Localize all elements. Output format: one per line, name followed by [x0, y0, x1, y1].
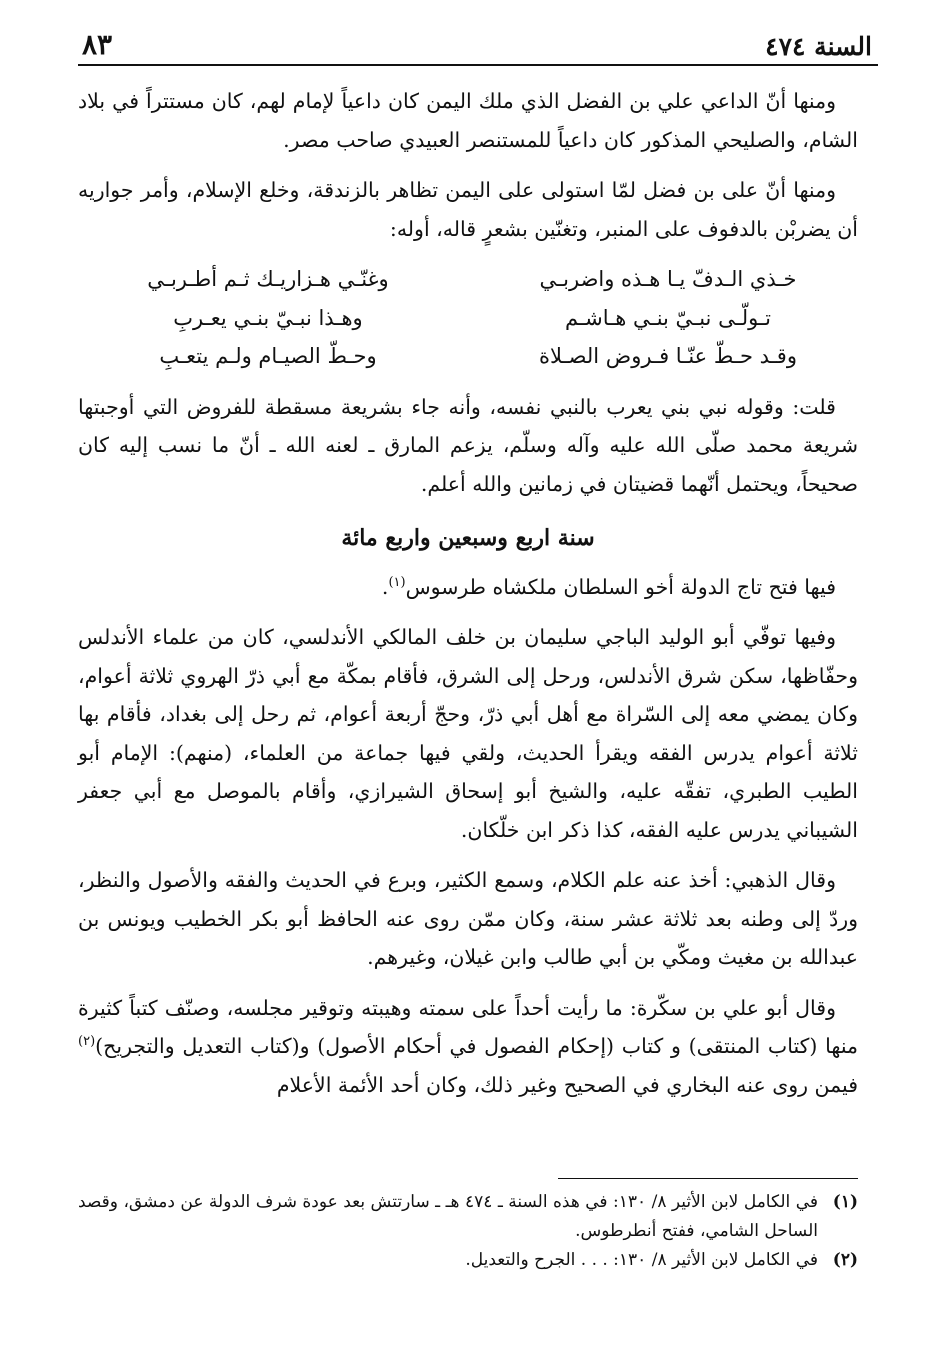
verse-second-hemistich: وغنّـي هـزاريـك ثـم أطـربـي [147, 267, 389, 291]
footnote [78, 1188, 858, 1246]
paragraph-text: فيها فتح تاج الدولة أخو السلطان ملكشاه طرسوس [405, 574, 836, 599]
verse-second-hemistich: وحـطّ الصيـام ولـم يتعـبِ [159, 344, 377, 368]
footnote-reference: (٢) [78, 1034, 96, 1050]
paragraph [78, 989, 858, 1105]
paragraph [78, 568, 858, 607]
paragraph-tail: فيمن روى عنه البخاري في الصحيح وغير ذلك، وكان أحد الأئمة الأعلام [276, 1072, 858, 1097]
poem [98, 260, 838, 376]
page-header [78, 28, 878, 66]
paragraph-tail: . [381, 574, 389, 599]
paragraph: وقال الذهبي: أخذ عنه علم الكلام، وسمع الكثير، وبرع في الحديث والفقه والأصول والنظر، وردّ إلى وطنه بعد ثلاثة عشر سنة، وكان ممّن روى عنه الحافظ أبو بكر الخطيب ويونس بن عبدالله بن مغيث ومكّي بن أبي طالب وابن غيلان، وغيرهم. [78, 868, 858, 969]
footnotes [78, 1188, 858, 1275]
poem-verse [98, 337, 838, 376]
poem-verse [98, 299, 838, 338]
verse-second-hemistich: وهـذا نبـيّ بنـي يعـربِ [173, 305, 363, 330]
verse-first-hemistich: وقـد حـطّ عنّـا فـروض الصـلاة [539, 344, 797, 368]
footnote-text: في الكامل لابن الأثير ٨/ ١٣٠: . . . الجرح والتعديل. [465, 1250, 818, 1270]
verse-first-hemistich: خـذي الـدفّ يـا هـذه واضربـي [539, 267, 797, 291]
section-heading: سنة اربع وسبعين واربع مائة [341, 525, 595, 551]
footnote-reference: (١) [388, 574, 406, 590]
commentary-paragraph: قلت: وقوله نبي بني يعرب بالنبي نفسه، وأنه جاء بشريعة مسقطة للفروض التي أوجبتها شريعة محمد صلّى الله عليه وآله وسلّم، يزعم المارق ـ لعنه الله ـ أنّ ما نسب إليه كان صحيحاً، ويحتمل أنّهما قضيتان في زمانين والله أعلم. [78, 394, 858, 496]
paragraph-text: وقال أبو علي بن سكّرة: ما رأيت أحداً على سمته وهيبته وتوقير مجلسه، وصنّف كتباً كثيرة منها (كتاب المنتقى) و كتاب (إحكام الفصول في أحكام الأصول) و(كتاب التعديل والتجريح) [78, 995, 858, 1058]
paragraph: ومنها أنّ الداعي علي بن الفضل الذي ملك اليمن كان داعياً لإمام لهم، كان مستتراً في بلاد الشام، والصليحي المذكور كان داعياً للمستنصر العبيدي صاحب مصر. [78, 89, 858, 152]
running-head: السنة ٤٧٤ [765, 32, 872, 61]
footnote [78, 1246, 858, 1275]
main-text [78, 82, 858, 1116]
paragraph: وفيها توفّي أبو الوليد الباجي سليمان بن خلف المالكي الأندلسي، كان من علماء الأندلس وحفّاظها، سكن شرق الأندلس، ورحل إلى الشرق، فأقام بمكّة مع أبي ذرّ الهروي ثلاثة أعوام، وكان يمضي معه إلى السّراة مع أهل أبي ذرّ، وحجّ أربعة أعوام، ثم رحل إلى بغداد، فأقام بها ثلاثة أعوام يدرس الفقه ويقرأ الحديث، ولقي فيها جماعة من العلماء، (منهم): الإمام أبو الطيب الطبري، تفقّه عليه، والشيخ أبو إسحاق الشيرازي، وأقام بالموصل مع أبي جعفر الشيباني يدرس عليه الفقه، كذا ذكر ابن خلّكان. [78, 625, 858, 842]
footnote-number: (٢) [832, 1250, 858, 1270]
paragraph: ومنها أنّ على بن فضل لمّا استولى على اليمن تظاهر بالزندقة، وخلع الإسلام، وأمر جواريه أن يضربْن بالدفوف على المنبر، وتغنّين بشعرٍ قاله، أوله: [78, 178, 858, 241]
footnote-number: (١) [832, 1192, 858, 1212]
poem-verse [98, 260, 838, 299]
page-number: ٨٣ [82, 28, 113, 61]
verse-first-hemistich: تـولّـى نبـيّ بنـي هـاشـم [565, 305, 771, 330]
footnote-text: في الكامل لابن الأثير ٨/ ١٣٠: في هذه السنة ـ ٤٧٤ هـ ـ سارتتش بعد عودة شرف الدولة عن دمشق، وقصد الساحل الشامي، ففتح أنطرطوس. [78, 1192, 819, 1241]
footnote-divider [558, 1178, 858, 1179]
